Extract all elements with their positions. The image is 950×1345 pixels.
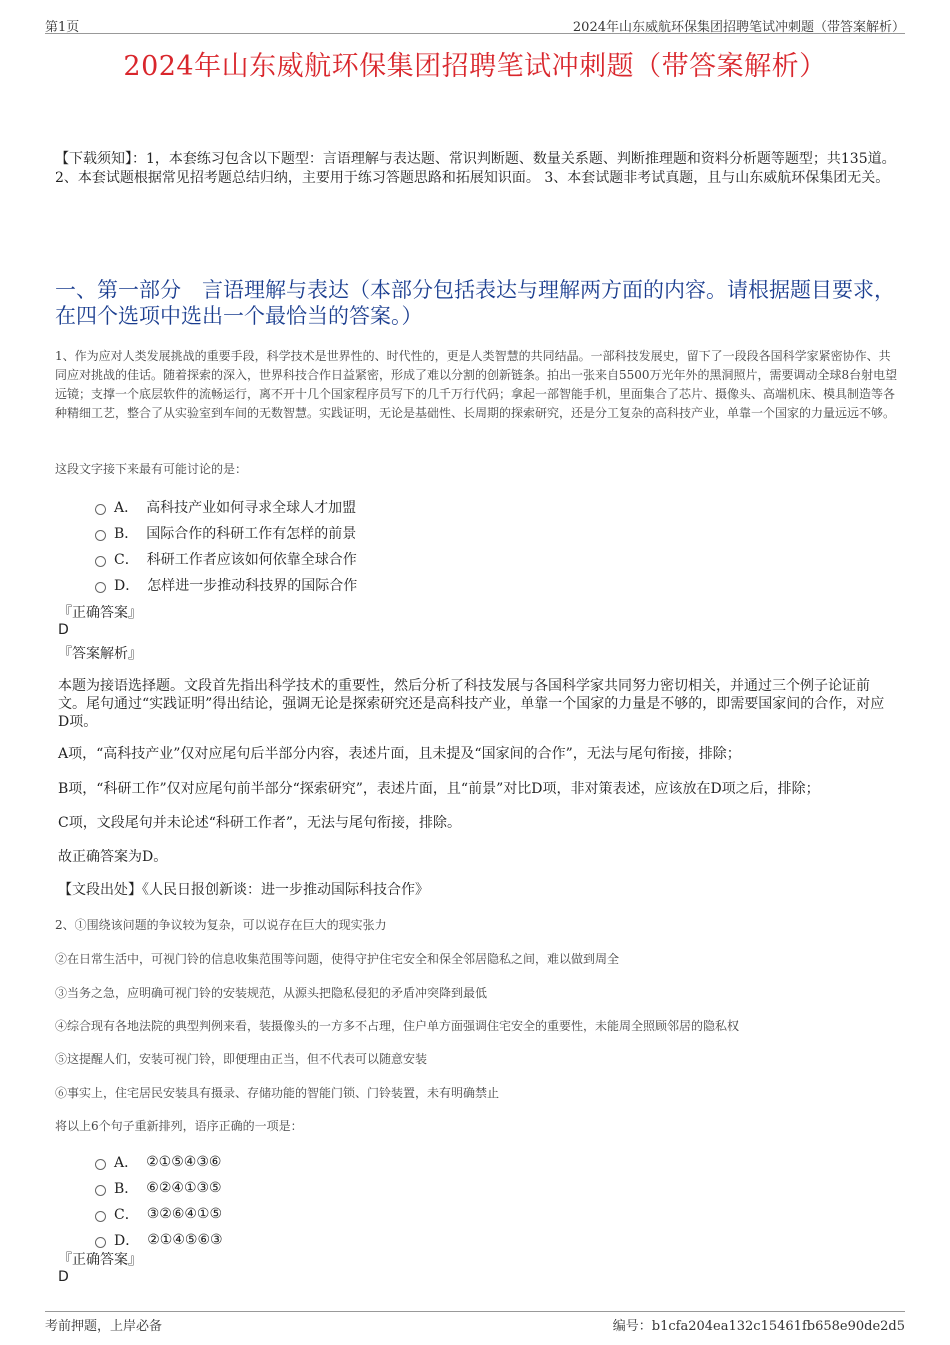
question-1-stem: 1、作为应对人类发展挑战的重要手段，科学技术是世界性的、时代性的，更是人类智慧的共同结晶。一部科技发展史，留下了一段段各国科学家紧密协作、共同应对挑战的佳话。随着探索的深入，世界科技合作日益紧密，形成了难以分割的创新链条。拍出一张来自5500万光年外的黑洞照片，需要调动全球8台射电望远镜；支撑一个底层软件的流畅运行，离不开十几个国家程序员写下的几千万行代码；拿起一部智能手机，里面集合了芯片、摄像头、高端机床、模具制造等各种精细工艺，整合了从实验室到车间的无数智慧。实践证明，无论是基础性、长周期的探索研究，还是分工复杂的高科技产业，单靠一个国家的力量远远不够。 — [55, 349, 898, 420]
q1-option-a[interactable] — [95, 497, 356, 517]
q1-analysis-conclusion: 故正确答案为D。 — [58, 849, 168, 865]
q2-sentence-4: ④综合现有各地法院的典型判例来看，装摄像头的一方多不占理，住户单方面强调住宅安全的重要性，未能周全照顾邻居的隐私权 — [55, 1019, 740, 1033]
radio-icon[interactable] — [95, 556, 106, 567]
section-heading: 一、第一部分 言语理解与表达（本部分包括表达与理解两方面的内容。请根据题目要求，在四个选项中选出一个最恰当的答案。） — [55, 278, 895, 328]
q1-option-b[interactable] — [95, 523, 356, 543]
q2-option-a[interactable] — [95, 1152, 221, 1172]
q1-analysis-b: B项，“科研工作”仅对应尾句前半部分“探索研究”，表述片面，且“前景”对比D项，非对策表述，应该放在D项之后，排除； — [58, 781, 820, 797]
document-id: 编号：b1cfa204ea132c15461fb658e90de2d5 — [612, 1319, 905, 1334]
q2-option-c[interactable] — [95, 1204, 222, 1224]
q2-answer: D — [58, 1269, 69, 1285]
q2-option-b[interactable] — [95, 1178, 222, 1198]
header-doc-title: 2024年山东威航环保集团招聘笔试冲刺题（带答案解析） — [572, 20, 905, 35]
option-label: C． — [114, 552, 139, 568]
q2-sentence-2: ②在日常生活中，可视门铃的信息收集范围等问题，使得守护住宅安全和保全邻居隐私之间，难以做到周全 — [55, 952, 620, 966]
question-1-prompt: 这段文字接下来最有可能讨论的是： — [55, 462, 248, 476]
option-text: ②①⑤④③⑥ — [146, 1154, 222, 1170]
radio-icon[interactable] — [95, 582, 106, 593]
option-text: ③②⑥④①⑤ — [146, 1206, 223, 1222]
option-label: D． — [114, 578, 140, 594]
option-label: C． — [114, 1207, 139, 1223]
option-label: A． — [114, 1155, 139, 1171]
option-label: B． — [114, 1181, 139, 1197]
q1-answer: D — [58, 622, 69, 638]
document-title: 2024年山东威航环保集团招聘笔试冲刺题（带答案解析） — [123, 51, 827, 82]
q1-answer-tag: 『正确答案』 — [58, 605, 142, 621]
option-text: ⑥②④①③⑤ — [146, 1180, 222, 1196]
option-label: D． — [114, 1233, 140, 1249]
q2-answer-tag: 『正确答案』 — [58, 1252, 142, 1268]
q2-option-d[interactable] — [95, 1230, 223, 1250]
q1-analysis-a: A项，“高科技产业”仅对应尾句后半部分内容，表述片面，且未提及“国家间的合作”，无法与尾句衔接，排除； — [58, 746, 741, 762]
radio-icon[interactable] — [95, 530, 106, 541]
radio-icon[interactable] — [95, 1185, 106, 1196]
option-text: 怎样进一步推动科技界的国际合作 — [147, 578, 358, 594]
option-text: ②①④⑤⑥③ — [147, 1232, 223, 1248]
q1-analysis-tag: 『答案解析』 — [58, 646, 142, 662]
option-label: B． — [114, 526, 139, 542]
radio-icon[interactable] — [95, 1211, 106, 1222]
download-notice: 【下载须知】：1，本套练习包含以下题型：言语理解与表达题、常识判断题、数量关系题、判断推理题和资料分析题等题型；共135道。 2、本套试题根据常见招考题总结归纳，主要用于练习答题思路和拓展知识面。 3、本套试题非考试真题，且与山东威航环保集团无关。 — [55, 151, 896, 186]
footer-slogan: 考前押题，上岸必备 — [45, 1319, 163, 1334]
option-text: 科研工作者应该如何依靠全球合作 — [146, 552, 357, 568]
q1-option-c[interactable] — [95, 549, 357, 569]
page-footer — [45, 1311, 905, 1333]
q2-prompt: 将以上6个句子重新排列，语序正确的一项是： — [55, 1119, 303, 1133]
option-label: A． — [114, 500, 139, 516]
option-text: 国际合作的科研工作有怎样的前景 — [146, 526, 357, 542]
radio-icon[interactable] — [95, 1159, 106, 1170]
q2-sentence-1: 2、①围绕该问题的争议较为复杂，可以说存在巨大的现实张力 — [55, 918, 387, 932]
q2-sentence-6: ⑥事实上，住宅居民安装具有摄录、存储功能的智能门锁、门铃装置，未有明确禁止 — [55, 1086, 500, 1100]
radio-icon[interactable] — [95, 504, 106, 515]
q1-analysis-c: C项，文段尾句并未论述“科研工作者”，无法与尾句衔接，排除。 — [58, 815, 462, 831]
q1-analysis-summary: 本题为接语选择题。文段首先指出科学技术的重要性，然后分析了科技发展与各国科学家共同努力密切相关，并通过三个例子论证前文。尾句通过“实践证明”得出结论，强调无论是探索研究还是高科技产业，单靠一个国家的力量是不够的，即需要国家间的合作，对应D项。 — [58, 678, 885, 730]
q2-sentence-5: ⑤这提醒人们，安装可视门铃，即便理由正当，但不代表可以随意安装 — [55, 1052, 428, 1066]
radio-icon[interactable] — [95, 1237, 106, 1248]
q1-source: 【文段出处】《人民日报创新谈：进一步推动国际科技合作》 — [58, 882, 429, 898]
q2-sentence-3: ③当务之急，应明确可视门铃的安装规范，从源头把隐私侵犯的矛盾冲突降到最低 — [55, 986, 488, 1000]
q1-option-d[interactable] — [95, 575, 357, 595]
page-number: 第1页 — [45, 20, 80, 35]
option-text: 高科技产业如何寻求全球人才加盟 — [146, 500, 357, 516]
page-header — [45, 14, 905, 34]
